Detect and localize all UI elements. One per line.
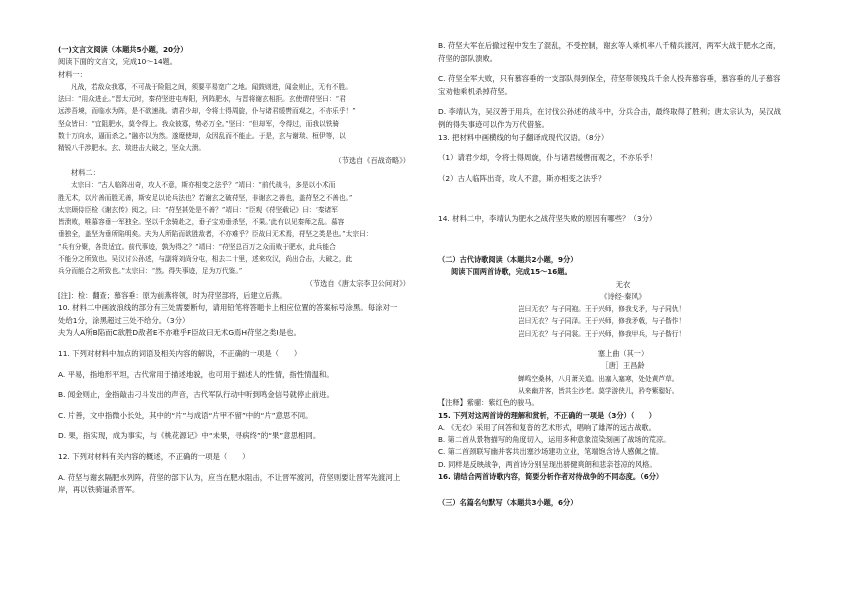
question-12-option-d: D. 李靖认为，吴汉善于用兵，在讨伐公孙述的战斗中，分兵合击，最终取得了胜利；唐太宗认为，吴汉战 — [438, 107, 781, 117]
question-10-line: 夫为人A所B陷而C欲胜D敌者E不亦难乎F臣故曰无术G焉H苻坚之类I是也。 — [58, 328, 301, 338]
material-two-line: 不能分之所致也。吴汉讨公孙述，与副将刘尚分屯，相去二十里，述来攻汉，尚出合击，大破之，此 — [58, 255, 353, 264]
left-column — [58, 44, 418, 497]
question-11-option-a: A. 平易，指地形平坦，古代常用于描述地貌，也可用于描述人的性情，指性情温和。 — [58, 369, 334, 379]
poem-two-line: 从来幽并客，皆共尘沙老。莫学游侠儿，矜夸紫骝好。 — [518, 386, 679, 395]
material-two-source: （节选自《唐太宗李卫公问对》） — [305, 278, 410, 288]
annotation-note: [注]：检：翻查；慕容垂：原为前燕将领，时为苻坚部将，后建立后燕。 — [58, 290, 287, 300]
section-title-recitation: （三）名篇名句默写（本题共3小题，6分） — [438, 498, 578, 508]
poem-one-line: 岂曰无衣？与子同泽。王于兴师，修我矛戟，与子偕作！ — [518, 317, 686, 326]
poem-two-title: 塞上曲（其一） — [597, 349, 649, 359]
question-11-option-b: B. 闻金则止，金指敲击刁斗发出的声音，古代军队行动中听到鸣金信号就停止前进。 — [58, 390, 334, 400]
poem-one-title: 无衣 — [615, 279, 631, 289]
question-10: 10. 材料二中画波浪线的部分有三处需要断句，请用铅笔将答题卡上相应位置的答案标号涂黑。每涂对一 — [58, 303, 398, 313]
material-one-source: （节选自《百战奇略》） — [334, 155, 410, 165]
material-one-line: 坚众皆曰：“宜阻肥水，莫令得上。我众彼寡，势必万全。”坚曰：“但却军，令得过，而我以铁骑 — [58, 119, 340, 128]
material-one-line: 远涉吾境，而临水为阵，是不欲速战。请君少却，令将士得周旋，仆与诸君缓辔而观之，不亦乐乎！” — [58, 107, 356, 116]
question-15-option-d: D. 同样是反映战争，两首诗分别呈现出骄健爽朗和悲亲苍凉的风格。 — [438, 459, 657, 469]
material-one-line: 数十万向水，逼而杀之。”融亦以为然。遂麾使却，众因乱而不能止。于是，玄与谢琰、桓伊等，以 — [58, 132, 346, 141]
question-12-option-c-cont: 宝劝他乘机杀掉苻坚。 — [438, 86, 512, 96]
poem-two-author: ［唐］王昌龄 — [601, 361, 645, 371]
section-title-poetry: （二）古代诗歌阅读（本题共2小题，9分） — [438, 254, 578, 264]
question-16: 16. 请结合两首诗歌内容，简要分析作者对待战争的不同态度。（6分） — [438, 471, 664, 481]
question-15: 15. 下列对这两首诗的理解和赏析，不正确的一项是（3分）（ ） — [438, 410, 656, 420]
question-13-sentence-1: （1）请君少却，令将士得周旋，仆与诸君缓辔而观之，不亦乐乎！ — [438, 153, 658, 163]
question-12: 12. 下列对材料有关内容的概述，不正确的一项是（ ） — [58, 451, 250, 461]
question-12-option-b: B. 苻坚大军在后撤过程中发生了混乱，不受控制，谢玄等人乘机率八千精兵渡河，两军大战于肥水之南， — [438, 41, 781, 50]
question-12-option-a-cont: 岸，再以铁骑逼杀晋军。 — [58, 485, 140, 495]
question-15-option-c: C. 第二首颈联写幽并客共出塞沙场建功立业，笔端饱含诗人感佩之情。 — [438, 447, 664, 457]
poem-two-line: 蝉鸣空桑林，八月萧关道。出塞入塞寒，处处黄芦草。 — [518, 374, 679, 383]
question-13: 13. 把材料中画横线的句子翻译成现代汉语。（8分） — [438, 132, 609, 142]
question-12-option-a: A. 苻坚与谢玄隔肥水列阵，苻坚的部下认为，应当在肥水阻击，不让晋军渡河，苻坚则要让晋军先渡河上 — [58, 472, 401, 482]
material-two-line: 太宗曰：“古人临阵出奇，攻人不意，斯亦相变之法乎？”靖曰：“前代战斗，多是以小术而 — [71, 181, 336, 190]
right-column — [438, 40, 808, 510]
poem-annotation: 【注释】紫骝：紫红色的骏马。 — [438, 398, 539, 408]
question-14: 14. 材料二中，李靖认为肥水之战苻坚失败的原因有哪些？（3分） — [438, 214, 657, 224]
material-one-title: 材料一： — [58, 69, 87, 79]
question-15-option-a: A. 《无衣》采用了问答和复沓的艺术形式，唱响了雄浑的远古战歌。 — [438, 422, 656, 432]
question-11-option-d: D. 果，指实现，成为事实，与《桃花源记》中“未果，寻病终”的“果”意思相同。 — [58, 431, 321, 441]
question-13-sentence-2: （2）古人临阵出奇，攻人不意，斯亦相变之法乎？ — [438, 173, 606, 183]
question-12-option-d-cont: 例的得失事迹可以作为万代借鉴。 — [438, 119, 549, 129]
material-two-line: 太宗顾侍臣检《谢玄传》阅之，曰：“苻坚甚处是不善？”靖曰：“臣观《苻坚载记》曰：‘秦诸军 — [58, 205, 338, 214]
question-11-option-c: C. 片善，文中指微小长处，其中的“片”与成语“片甲不留”中的“片”意思不同。 — [58, 410, 313, 420]
material-two-line-wavy: 垂独全，盖坚为垂所陷明矣。夫为人所陷而欲胜敌者，不亦难乎？臣故曰无术焉，苻坚之类是也。”太宗曰： — [58, 230, 373, 239]
section-title-classical-prose: (一)文言文阅读（本题共5小题，20分） — [58, 45, 188, 54]
question-15-option-b: B. 第二首从景物描写的角度切入，运用多种意象渲染刻画了战场的荒凉。 — [438, 435, 671, 445]
reading-intro: 阅读下面的文言文，完成10～14题。 — [58, 57, 177, 67]
question-11: 11. 下列对材料中加点的词语及相关内容的解说，不正确的一项是（ ） — [58, 349, 302, 359]
material-two-line: “兵有分聚，各贵适宜。前代事迹，孰为得之？”靖曰：“苻坚总百万之众而败于肥水，此兵能合 — [58, 242, 336, 251]
question-12-option-b-cont: 苻坚的部队溃败。 — [438, 53, 498, 63]
question-12-option-c: C. 苻坚全军大败，只有慕容垂的一支部队得到保全，苻坚带领残兵千余人投奔慕容垂，慕容垂的儿子慕容 — [438, 74, 781, 84]
material-one-line: 精锐八千涉肥水。玄、琰进击大破之，坚众大溃。 — [58, 144, 206, 153]
poetry-intro: 阅读下面两首诗歌，完成15～16题。 — [451, 267, 572, 277]
material-two-line: 兵分而能合之所致也。”太宗曰：“然。得失事迹，足为万代鉴。” — [58, 267, 243, 276]
poem-one-source: 《诗经·秦风》 — [600, 291, 646, 301]
material-two-line: 皆溃败，唯慕容垂一军独全。坚以千余骑赴之，垂子宝劝垂杀坚，不果。’此有以见秦师之乱。慕容 — [58, 218, 345, 227]
material-two-title: 材料二： — [71, 167, 100, 177]
material-one-line: 凡战，若敌众我寡，不可战于险阻之间，须要平易宽广之地。闻鼓则进，闻金则止，无有不胜。 — [71, 82, 352, 91]
poem-one-line: 岂曰无衣？与子同裳。王于兴师，修我甲兵，与子偕行！ — [518, 329, 686, 338]
material-one-line: 法曰：“用众进止。”晋太元时，秦苻坚进屯寿阳，列阵肥水，与晋将谢玄相拒。玄使谓苻坚曰：“君 — [58, 95, 346, 104]
question-10-line: 处给1分，涂黑超过三处不给分。（3分） — [58, 315, 190, 325]
poem-one-line: 岂曰无衣？与子同袍。王于兴师，修我戈矛，与子同仇！ — [518, 305, 686, 314]
material-two-line: 胜无术，以片善而胜无善，斯安足以论兵法也？若谢玄之破苻坚，非谢玄之善也，盖苻坚之不善也。” — [58, 193, 353, 202]
